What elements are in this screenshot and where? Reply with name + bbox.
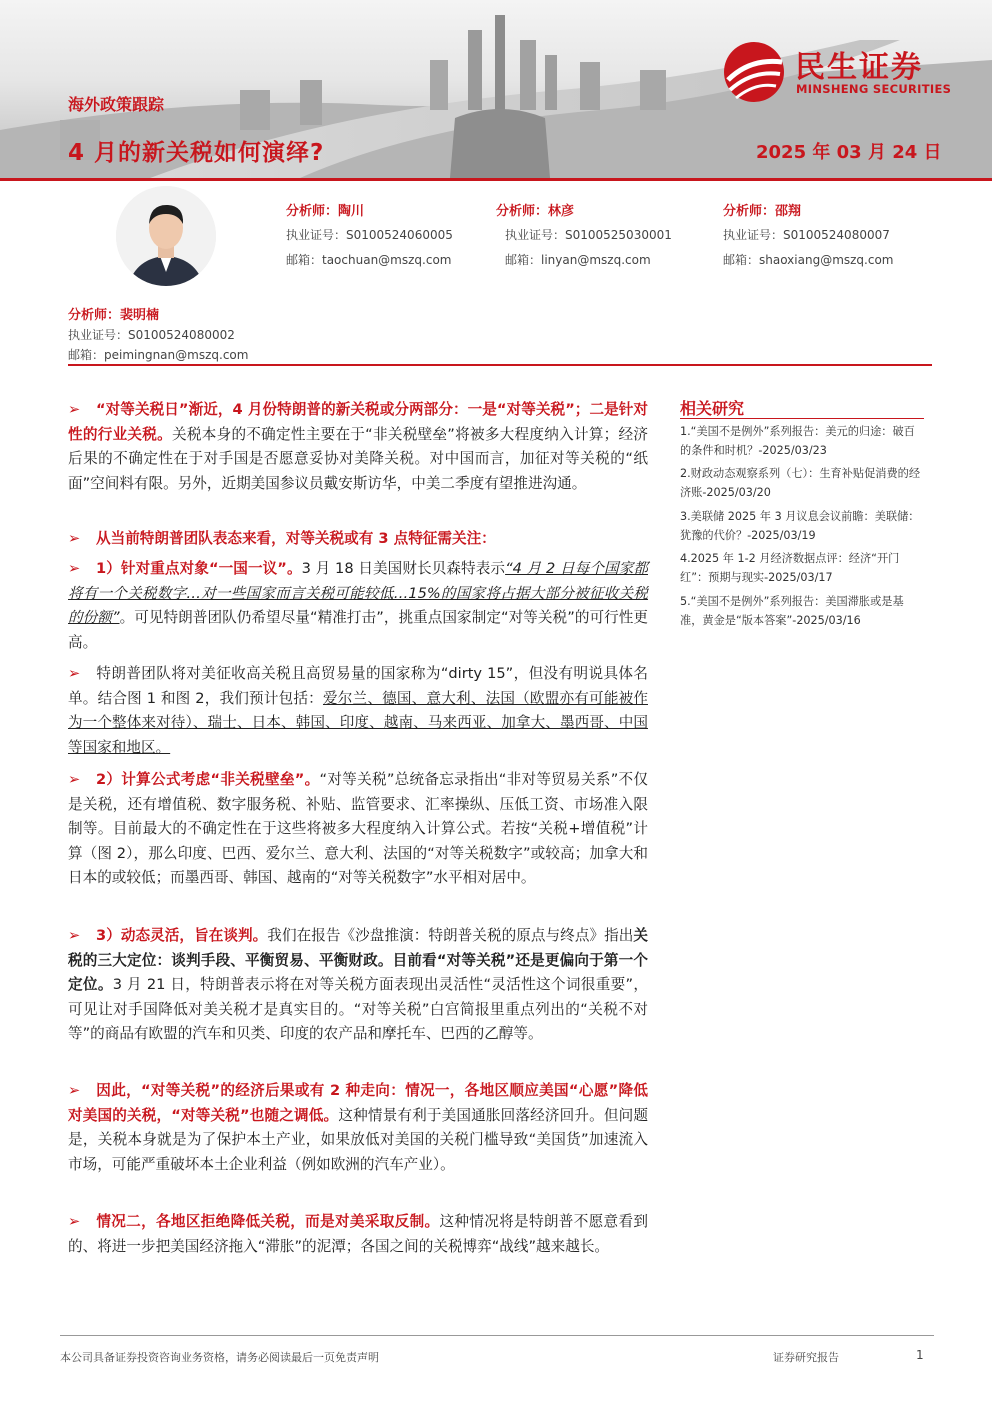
analyst-name: 分析师：林彦 xyxy=(496,204,575,219)
analyst-license: 执业证号：S0100524080002 xyxy=(68,328,235,342)
arrow-bullet-icon: ➢ xyxy=(68,771,81,788)
section-divider xyxy=(68,364,932,366)
analyst-license: 执业证号：S0100524080007 xyxy=(723,228,890,242)
related-research-item[interactable]: 1.“美国不是例外”系列报告：美元的归途：破百的条件和时机？-2025/03/23 xyxy=(680,425,915,457)
related-research-heading: 相关研究 xyxy=(680,399,745,418)
related-research-item[interactable]: 5.“美国不是例外”系列报告：美国滞胀或是基准，黄金是“版本答案”-2025/03/16 xyxy=(680,595,904,627)
arrow-bullet-icon: ➢ xyxy=(68,927,81,944)
doc-type-label: 海外政策跟踪 xyxy=(68,95,165,114)
analyst-license: 执业证号：S0100524060005 xyxy=(286,228,453,242)
paragraph-feature-2: ➢ 2）计算公式考虑“非关税壁垒”。“对等关税”总统备忘录指出“非对等贸易关系”不仅是关税，还有增值税、数字服务税、补贴、监管要求、汇率操纵、压低工资、市场准入限制等。目前最大的不确定性在于这些将被多大程度纳入计算公式。若按“关税+增值税”计算（图 2），那么印度、巴西、爱尔兰、意大利、法国的“对等关税数字”或较高；加拿大和日本的或较低；而墨西哥、韩国、越南的“对等关税数字”水平相对居中。 xyxy=(68,768,648,891)
arrow-bullet-icon: ➢ xyxy=(68,665,81,682)
analyst-email[interactable]: 邮箱：linyan@mszq.com xyxy=(505,253,651,267)
paragraph-dirty-15: ➢ 特朗普团队将对美征收高关税且高贸易量的国家称为“dirty 15”，但没有明说具体名单。结合图 1 和图 2，我们预计包括：爱尔兰、德国、意大利、法国（欧盟亦有可能被作为一个整体来对待）、瑞士、日本、韩国、印度、越南、马来西亚、加拿大、墨西哥、中国等国家和地区。 xyxy=(68,662,648,760)
minsheng-logo-icon xyxy=(720,40,790,104)
analyst-name: 分析师：陶川 xyxy=(286,204,365,219)
report-date: 2025 年 03 月 24 日 xyxy=(756,142,942,163)
paragraph-scenario-1: ➢ 因此，“对等关税”的经济后果或有 2 种走向：情况一，各地区顺应美国“心愿”降低对美国的关税，“对等关税”也随之调低。这种情景有利于美国通胀回落经济回升。但问题是，关税本身就是为了保护本土产业，如果放低对美国的关税门槛导致“美国货”加速流入市场，可能严重破坏本土企业利益（例如欧洲的汽车产业）。 xyxy=(68,1079,648,1177)
paragraph-feature-1: ➢ 1）针对重点对象“一国一议”。3 月 18 日美国财长贝森特表示“4 月 2 日每个国家都将有一个关税数字…对一些国家而言关税可能较低…15%的国家将占据大部分被征收关税的份额”。可见特朗普团队仍希望尽量“精准打击”，挑重点国家制定“对等关税”的可行性更高。 xyxy=(68,557,648,655)
paragraph-features-intro: ➢ 从当前特朗普团队表态来看，对等关税或有 3 点特征需关注： xyxy=(68,527,648,552)
analyst-license: 执业证号：S0100525030001 xyxy=(505,228,672,242)
analyst-email[interactable]: 邮箱：shaoxiang@mszq.com xyxy=(723,253,894,267)
analyst-email[interactable]: 邮箱：taochuan@mszq.com xyxy=(286,253,452,267)
page-number: 1 xyxy=(916,1348,924,1362)
arrow-bullet-icon: ➢ xyxy=(68,560,81,577)
page-title: 4 月的新关税如何演绎? xyxy=(68,140,325,166)
analyst-name: 分析师：邵翔 xyxy=(723,204,802,219)
arrow-bullet-icon: ➢ xyxy=(68,1082,81,1099)
arrow-bullet-icon: ➢ xyxy=(68,1213,81,1230)
related-research-item[interactable]: 4.2025 年 1-2 月经济数据点评：经济“开门红”：预期与现实-2025/03/17 xyxy=(680,552,900,584)
arrow-bullet-icon: ➢ xyxy=(68,530,81,547)
related-research-item[interactable]: 3.美联储 2025 年 3 月议息会议前瞻：美联储：犹豫的代价？-2025/03/19 xyxy=(680,510,920,542)
analyst-name: 分析师：裴明楠 xyxy=(68,308,160,323)
arrow-bullet-icon: ➢ xyxy=(68,401,81,418)
paragraph-scenario-2: ➢ 情况二，各地区拒绝降低关税，而是对美采取反制。这种情况将是特朗普不愿意看到的、将进一步把美国经济拖入“滞胀”的泥潭；各国之间的关税博弈“战线”越来越长。 xyxy=(68,1210,648,1259)
paragraph-summary: ➢ “对等关税日”渐近，4 月份特朗普的新关税或分两部分：一是“对等关税”；二是针对性的行业关税。关税本身的不确定性主要在于“非关税壁垒”将被多大程度纳入计算；经济后果的不确定性在于对手国是否愿意妥协对美降关税。对中国而言，加征对等关税的“纸面”空间料有限。另外，近期美国参议员戴安斯访华，中美二季度有望推进沟通。 xyxy=(68,398,648,496)
footer-divider xyxy=(60,1335,934,1336)
footer-disclaimer: 本公司具备证券投资咨询业务资格，请务必阅读最后一页免责声明 xyxy=(60,1351,379,1364)
paragraph-feature-3: ➢ 3）动态灵活，旨在谈判。我们在报告《沙盘推演：特朗普关税的原点与终点》指出关税的三大定位：谈判手段、平衡贸易、平衡财政。目前看“对等关税”还是更偏向于第一个定位。3 月 21 日，特朗普表示将在对等关税方面表现出灵活性“灵活性这个词很重要”，可见让对手国降低对美关税才是真实目的。“对等关税”白宫简报里重点列出的“关税不对等”的商品有欧盟的汽车和贝类、印度的农产品和摩托车、巴西的乙醇等。 xyxy=(68,924,648,1047)
analyst-avatar xyxy=(116,186,216,286)
sidebar-divider xyxy=(680,418,924,419)
related-research-item[interactable]: 2.财政动态观察系列（七）：生育补贴促消费的经济账-2025/03/20 xyxy=(680,467,921,499)
logo-text-en: MINSHENG SECURITIES xyxy=(796,82,952,96)
banner-rule xyxy=(0,178,992,181)
footer-report-type: 证券研究报告 xyxy=(773,1351,839,1364)
analyst-email[interactable]: 邮箱：peimingnan@mszq.com xyxy=(68,348,249,362)
logo-text-cn: 民生证券 xyxy=(795,50,923,85)
